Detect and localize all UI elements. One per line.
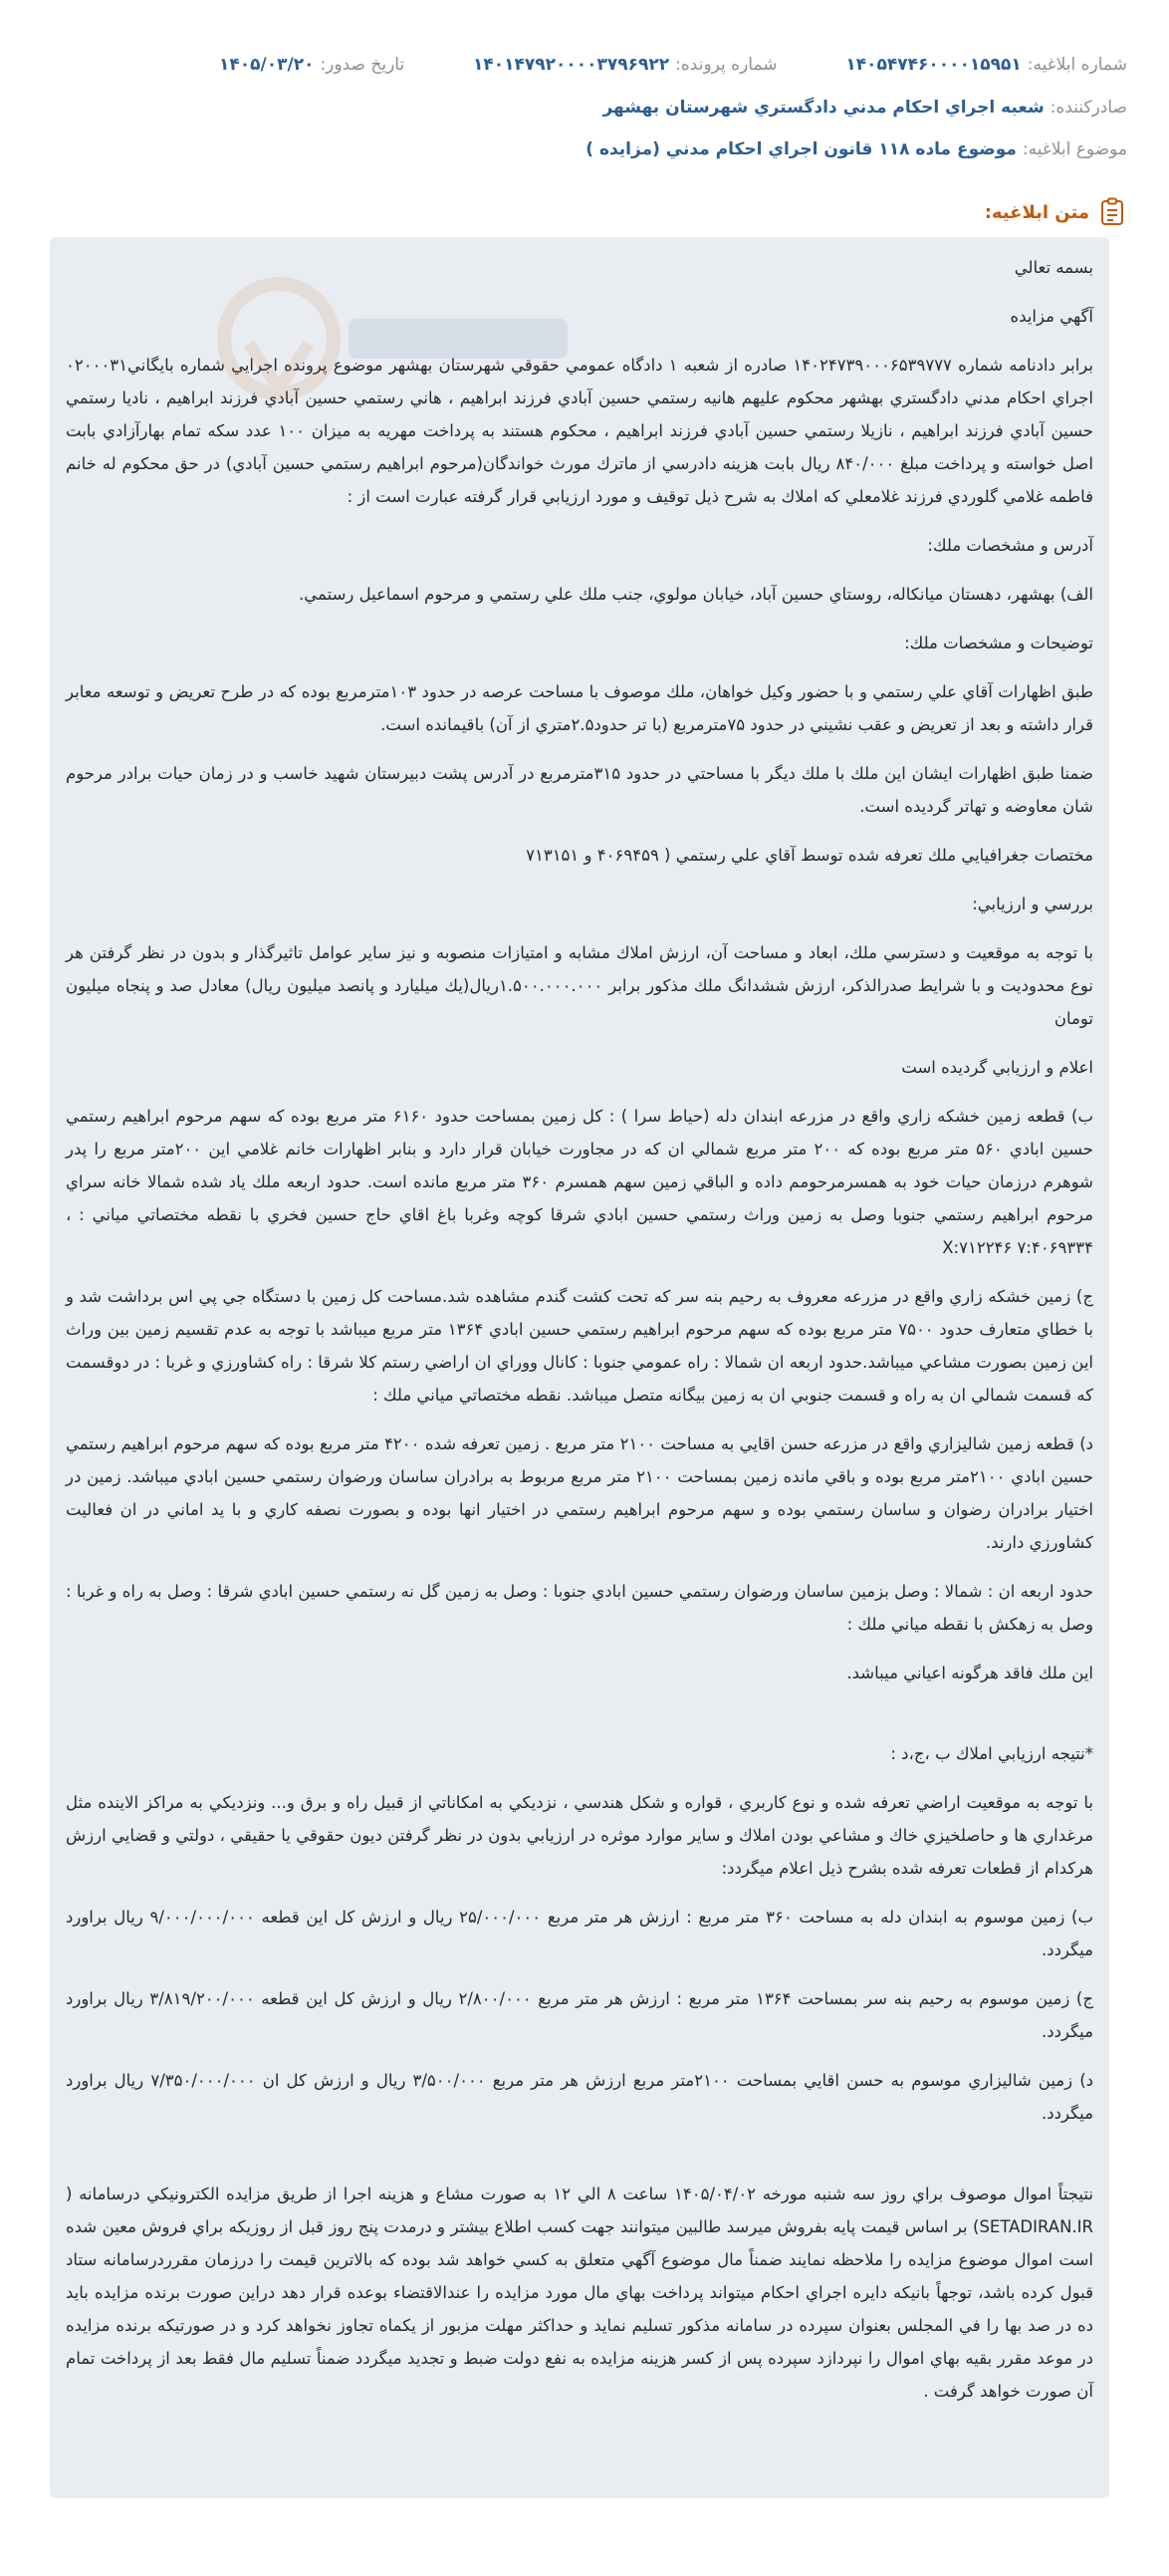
- body-paragraph: اين ملك فاقد هرگونه اعياني ميباشد.: [846, 1664, 1093, 1682]
- body-paragraph: با توجه به موقعيت و دسترسي ملك، ابعاد و مساحت آن، ارزش املاك مشابه و امتيازات منصوبه و نيز ساير عوامل تاثيرگذار و بدون در نظر گرفتن هر نوع محدوديت و با شرايط صدرالذكر، ارزش ششدانگ ملك مذكور برابر ۱.۵۰۰.۰۰۰.۰۰۰ريال(يك ميليارد و پانصد ميليون ريال) معادل صد و پنجاه ميليون تومان: [66, 943, 1093, 1028]
- case-number-value: ۱۴۰۱۴۷۹۲۰۰۰۰۳۷۹۶۹۲۲: [473, 55, 670, 75]
- body-paragraph: با توجه به موقعيت اراضي تعرفه شده و نوع كاربري ، قواره و شكل هندسي ، نزديكي به امكاناتي از قبيل راه و برق و... ونزديكي به مراكز الاينده مثل مرغداري ها و حاصلخيزي خاك و مشاعي بودن املاك و ساير موارد موثره در ارزيابي بدون در نظر گرفتن ديون حقوقي يا حقيقي ، دولتي و قضايي ارزش هركدام از قطعات تعرفه شده بشرح ذيل اعلام ميگردد:: [66, 1793, 1093, 1878]
- body-paragraph: طبق اظهارات آقاي علي رستمي و با حضور وكيل خواهان، ملك موصوف با مساحت عرصه در حدود ۱۰۳مترمربع بوده كه در طرح تعريض و توسعه معابر قرار داشته و بعد از تعريض و عقب نشيني در حدود ۷۵مترمربع (با تر حدود۲.۵متري از آن) باقيمانده است.: [66, 682, 1093, 734]
- body-paragraph: اعلام و ارزيابي گرديده است: [901, 1058, 1093, 1077]
- notice-header: [0, 0, 1169, 223]
- issuer-label: صادرکننده:: [1050, 98, 1127, 118]
- body-paragraph: الف) بهشهر، دهستان ميانكاله، روستاي حسين آباد، خيابان مولوي، جنب ملك علي رستمي و مرحوم اسماعيل رستمي.: [299, 585, 1093, 604]
- case-number: [473, 55, 778, 75]
- issue-date-label: تاریخ صدور:: [320, 55, 405, 75]
- issuer-line: [602, 98, 1127, 118]
- body-paragraph: توضيحات و مشخصات ملك:: [904, 634, 1093, 652]
- subject-label: موضوع ابلاغیه:: [1022, 139, 1127, 159]
- notice-body: [50, 237, 1109, 2498]
- notice-number: [845, 55, 1127, 75]
- body-paragraph: ج) زمين موسوم به رحيم بنه سر بمساحت ۱۳۶۴ متر مربع : ارزش هر متر مربع ۲/۸۰۰/۰۰۰ ريال و ارزش كل اين قطعه ۳/۸۱۹/۲۰۰/۰۰۰ ريال براورد ميگردد.: [66, 1989, 1093, 2041]
- body-paragraph: ج) زمين خشكه زاري واقع در مزرعه معروف به رحيم بنه سر كه تحت كشت گندم مشاهده شد.مساحت كل زمين با دستگاه جي پي اس برداشت شد و با خطاي متعارف حدود ۷۵۰۰ متر مربع بوده كه سهم مرحوم ابراهيم رستمي حسين ابادي ۱۳۶۴ متر مربع ميباشد با توجه به عدم تقسيم زمين بين وراث اين زمين بصورت مشاعي ميباشد.حدود اربعه ان شمالا : راه عمومي جنوبا : كانال ووراي ان اراضي رستم كلا شرقا : راه كشاورزي و غربا : در دوقسمت كه قسمت شمالي ان به راه و قسمت جنوبي ان به زمين بيگانه متصل ميباشد. نقطه مختصاتي مياني ملك :: [66, 1287, 1093, 1405]
- body-paragraph: ب) زمين موسوم به ابندان دله به مساحت ۳۶۰ متر مربع : ارزش هر متر مربع ۲۵/۰۰۰/۰۰۰ ريال و ارزش كل اين قطعه ۹/۰۰۰/۰۰۰/۰۰۰ ريال براورد ميگردد.: [66, 1908, 1093, 1959]
- issue-date: [219, 55, 404, 75]
- body-paragraph: حدود اربعه ان : شمالا : وصل بزمين ساسان ورضوان رستمي حسين ابادي جنوبا : وصل به زمين گل نه رستمي حسين ابادي شرقا : وصل به راه و غربا : وصل به زهكش با نقطه مياني ملك :: [66, 1582, 1093, 1634]
- body-paragraph: برابر دادنامه شماره ۱۴۰۲۴۷۳۹۰۰۰۶۵۳۹۷۷۷ صادره از شعبه ۱ دادگاه عمومي حقوقي شهرستان بهشهر موضوع پرونده اجرايي شماره بايگاني۰۲۰۰۰۳۱ اجراي احكام مدني دادگستري بهشهر محكوم عليهم هانيه رستمي حسين آبادي فرزند ابراهيم ، هاني رستمي حسين آبادي فرزند ابراهيم ، ناديا رستمي حسين آبادي فرزند ابراهيم ، نازيلا رستمي حسين آبادي فرزند ابراهيم ، محكوم هستند به پرداخت مهريه به ميزان ۱۰۰ عدد سكه تمام بهارآزادي بابت اصل خواسته و پرداخت مبلغ ۸۴۰/۰۰۰ ريال بابت هزينه دادرسي از ماترك مورث خواندگان(مرحوم ابراهيم رستمي حسين آبادي) در حق محكوم له خانم فاطمه غلامي گلوردي فرزند غلامعلي كه املاك به شرح ذيل توقيف و مورد ارزيابي قرار گرفته عبارت است از :: [66, 356, 1093, 506]
- case-number-label: شماره پرونده:: [675, 55, 778, 75]
- notice-text-title: متن ابلاغیه:: [984, 201, 1089, 223]
- body-paragraph: آگهي مزايده: [1010, 307, 1093, 326]
- body-paragraph: ضمنا طبق اظهارات ايشان اين ملك با ملك ديگر با مساحتي در حدود ۳۱۵مترمربع در آدرس پشت دبيرستان شهيد خاسب و در زمان حيات برادر مرحوم شان معاوضه و تهاتر گرديده است.: [66, 764, 1093, 816]
- issue-date-value: ۱۴۰۵/۰۳/۲۰: [219, 55, 315, 75]
- body-paragraph: بررسي و ارزيابي:: [972, 895, 1093, 913]
- body-paragraph: نتيجتاً اموال موصوف براي روز سه شنبه مورخه ۱۴۰۵/۰۴/۰۲ ساعت ۸ الي ۱۲ به صورت مشاع و هزينه اجرا از طريق مزايده الكترونيكي درسامانه ( SETADIRAN.IR) بر اساس قيمت پايه بفروش ميرسد طالبين ميتوانند جهت كسب اطلاع بيشتر و درمدت پنج روز قبل از روزيكه براي فروش معين شده است اموال موضوع مزايده را ملاحظه نمايند ضمناً مال موضوع آگهي متعلق به كسي خواهد شد بوده كه بالاترين قيمت را درزمان مقرردرسامانه ستاد قبول كرده باشد، توجهاً بانيكه دايره اجراي احكام ميتواند پرداخت بهاي مال مورد مزايده را عندالاقتضاء بوعده قرار دهد دراين صورت برنده مزايده بايد ده در صد بها را في المجلس بعنوان سپرده در سامانه مذكور تسليم نمايد و حداكثر مهلت مزبور از يكماه تجاوز نخواهد كرد و در صورتيكه برنده مزايده در موعد مقرر بقيه بهاي اموال را نپردازد سپرده پس از كسر هزينه مزايده به نفع دولت ضبط و تجديد ميگردد ضمناً تسليم مال فقط بعد از پرداخت تمام آن صورت خواهد گرفت .: [66, 2185, 1094, 2401]
- meta-row: [219, 55, 1127, 75]
- notice-number-label: شماره ابلاغیه:: [1027, 55, 1127, 75]
- body-paragraph: د) زمين شاليزاري موسوم به حسن اقايي بمساحت ۲۱۰۰متر مربع ارزش هر متر مربع ۳/۵۰۰/۰۰۰ ريال و ارزش كل ان ۷/۳۵۰/۰۰۰/۰۰۰ ريال براورد ميگردد.: [66, 2071, 1093, 2123]
- subject-value: موضوع ماده ۱۱۸ قانون اجراي احكام مدني (مزايده ): [585, 139, 1017, 159]
- document-icon: [1099, 197, 1127, 227]
- notice-text-heading: [985, 197, 1127, 227]
- body-paragraph: *نتيجه ارزيابي املاك ب ،ج،د :: [890, 1744, 1093, 1763]
- notice-number-value: ۱۴۰۵۴۷۴۶۰۰۰۰۱۵۹۵۱: [845, 55, 1022, 75]
- subject-line: [585, 139, 1127, 159]
- body-paragraph: ب) قطعه زمين خشكه زاري واقع در مزرعه ابندان دله (حياط سرا ) : كل زمين بمساحت حدود ۶۱۶۰ متر مربع بوده كه سهم مرحوم ابراهيم رستمي حسين ابادي ۵۶۰ متر مربع بوده كه ۲۰۰ متر مربع شمالي ان كه در مجاورت خيابان قرار دارد و بنابر اظهارات خانم غلامي اين ۲۰۰متر مربع را پدر شوهرم درزمان حيات خود به همسرمرحومم داده و الباقي زمين سهم همسرم ۳۶۰ متر مربع مانده است. حدود اربعه ملك ياد شده شمالا خانه سراي مرحوم ابراهيم رستمي جنوبا وصل به زمين وراث رستمي حسين ابادي شرقا كوچه وغربا باغ اقاي حاج حسين فخري با نقطه مختصاتي مياني : ، X:۷۱۲۲۴۶ ۷:۴۰۶۹۳۳۴: [66, 1107, 1094, 1257]
- body-paragraph: بسمه تعالي: [1014, 258, 1093, 277]
- body-paragraph: د) قطعه زمين شاليزاري واقع در مزرعه حسن اقايي به مساحت ۲۱۰۰ متر مربع . زمين تعرفه شده ۴۲۰۰ متر مربع بوده كه سهم مرحوم ابراهيم رستمي حسين ابادي ۲۱۰۰متر مربع بوده و باقي مانده زمين بمساحت ۲۱۰۰ متر مربع مربوط به برادران ساسان ورضوان رستمي حسين ابادي ميباشد. زمين در اختيار برادران رضوان و ساسان رستمي بوده و سهم مرحوم ابراهيم رستمي در اختيار انها بوده و بصورت نصفه كاري و با يد اماني در ان فعاليت كشاورزي دارند.: [66, 1434, 1094, 1552]
- issuer-value: شعبه اجراي احكام مدني دادگستري شهرستان بهشهر: [602, 98, 1045, 118]
- body-paragraph: مختصات جغرافيايي ملك تعرفه شده توسط آقاي علي رستمي ( ۴۰۶۹۴۵۹ و ۷۱۳۱۵۱: [526, 846, 1093, 865]
- body-paragraph: آدرس و مشخصات ملك:: [927, 536, 1093, 555]
